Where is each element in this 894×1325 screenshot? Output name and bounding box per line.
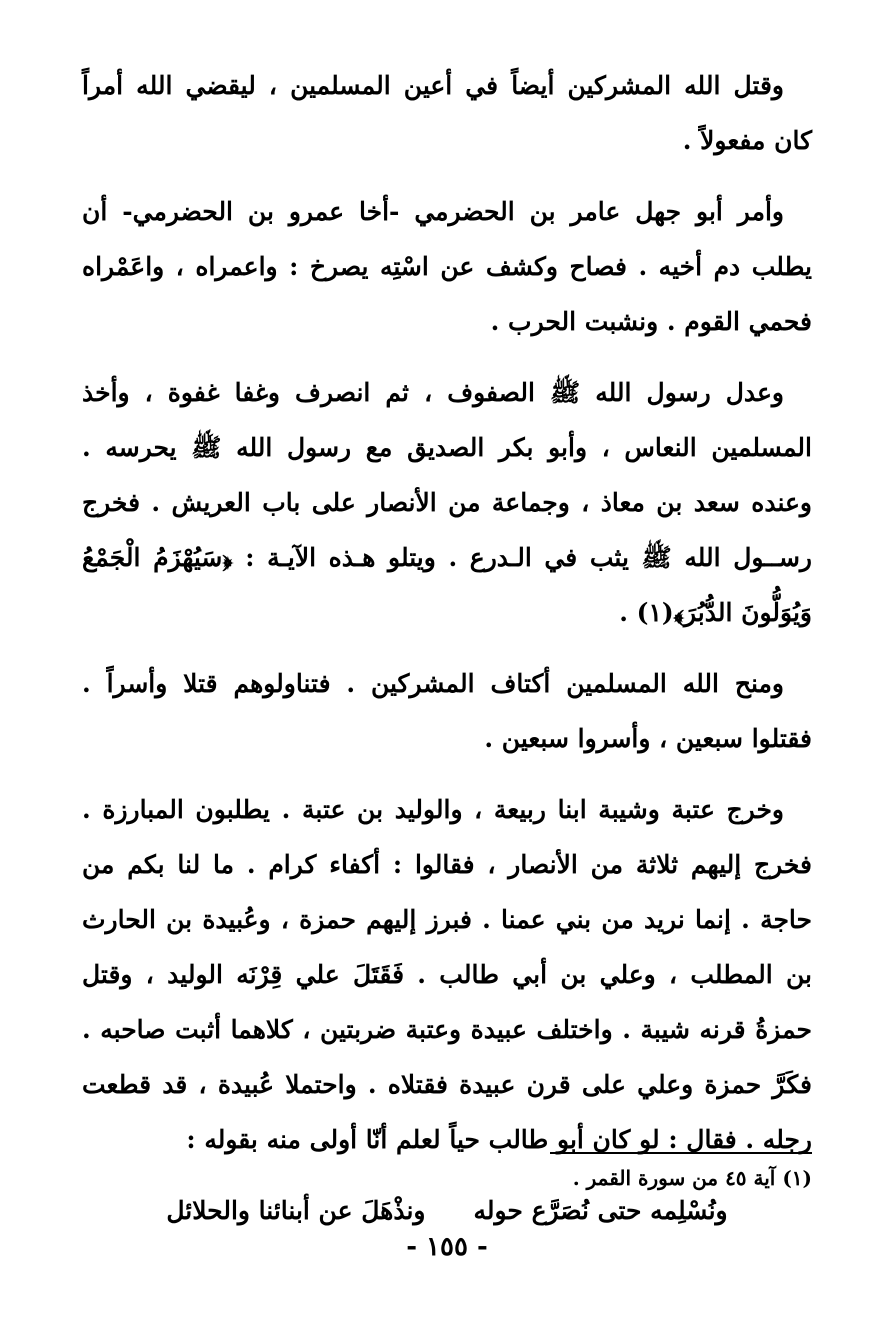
paragraph-5 bbox=[82, 782, 812, 1167]
paragraph-2 bbox=[82, 184, 812, 349]
page-number: - ١٥٥ - bbox=[406, 1232, 488, 1262]
footnote: (١) آية ٤٥ من سورة القمر . bbox=[572, 1166, 812, 1190]
paragraph-1 bbox=[82, 58, 812, 168]
paragraph-1-text: وقتل الله المشركين أيضاً في أعين المسلمين ، ليقضي الله أمراً كان مفعولاً . bbox=[82, 71, 812, 155]
verse-second-hemistich: ونذْهَلَ عن أبنائنا والحلائل bbox=[166, 1196, 426, 1225]
paragraph-5-text: وخرج عتبة وشيبة ابنا ربيعة ، والوليد بن عتبة . يطلبون المبارزة . فخرج إليهم ثلاثة من الأنصار ، فقالوا : أكفاء كرام . ما لنا بكم من حاجة . إنما نريد من بني عمنا . فبرز إليهم حمزة ، وعُبيدة بن الحارث بن المطلب ، وعلي بن أبي طالب . فَقَتَلَ علي قِرْنَه الوليد ، وقتل حمزةُ قرنه شيبة . واختلف عبيدة وعتبة ضربتين ، كلاهما أثبت صاحبه . فكَرَّ حمزة وعلي على قرن عبيدة فقتلاه . واحتملا عُبيدة ، قد قطعت رجله . فقال : لو كان أبو طالب حياً لعلم أنّا أولى منه بقوله : bbox=[82, 795, 812, 1154]
paragraph-4 bbox=[82, 656, 812, 766]
paragraph-3 bbox=[82, 365, 812, 640]
paragraph-4-text: ومنح الله المسلمين أكتاف المشركين . فتناولوهم قتلا وأسراً . فقتلوا سبعين ، وأسروا سبعين . bbox=[82, 669, 812, 753]
footnote-divider bbox=[550, 1152, 812, 1154]
paragraph-3-text: وعدل رسول الله ﷺ الصفوف ، ثم انصرف وغفا غفوة ، وأخذ المسلمين النعاس ، وأبو بكر الصديق مع رسول الله ﷺ يحرسه . وعنده سعد بن معاذ ، وجماعة من الأنصار على باب العريش . فخرج رســول الله ﷺ يثب في الـدرع . ويتلو هـذه الآيـة : ﴿سَيُهْزَمُ الْجَمْعُ وَيُوَلُّونَ الدُّبُرَ﴾(١) . bbox=[82, 378, 812, 627]
paragraph-2-text: وأمر أبو جهل عامر بن الحضرمي -أخا عمرو بن الحضرمي- أن يطلب دم أخيه . فصاح وكشف عن اسْتِه يصرخ : واعمراه ، واعَمْراه فحمي القوم . ونشبت الحرب . bbox=[82, 197, 812, 336]
verse-first-hemistich: ونُسْلِمه حتى نُصَرَّع حوله bbox=[473, 1196, 728, 1225]
poetry-verse bbox=[82, 1183, 812, 1238]
